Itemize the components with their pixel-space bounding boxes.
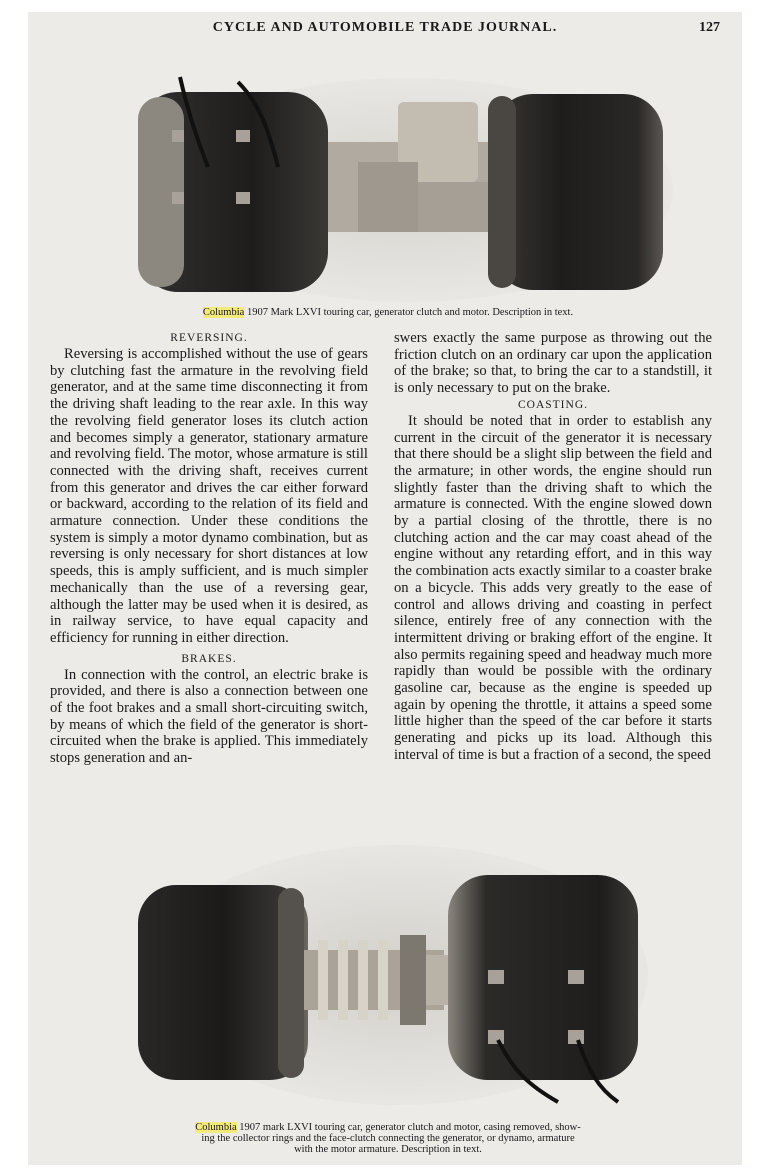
heading-brakes: BRAKES.	[181, 652, 237, 665]
paragraph-reversing: Reversing is accomplished without the use of gears by clutching fast the armature in the revolving field generator, and at the same time disconnecting it from the driving shaft leading to the rear axle. In this way the revolving field generator loses its clutch action and becomes simply a generator, stationary armature and revolving field. The motor, whose armature is still connected with the driving shaft, receives current from this generator and drives the car either forward or backward, according to the relation of its field and armature connection. Under these conditions the system is simply a motor dynamo combination, but as reversing is only necessary for short distances at low speeds, this is amply sufficient, and is much simpler mechanically than the use of a reversing gear, although the latter may be used when it is desired, as in railway service, to have equal capacity and efficiency for running in either direction.	[50, 346, 368, 646]
bottom-caption-text-1: 1907 mark LXVI touring car, generator clutch and motor, casing removed, show-	[236, 1122, 581, 1133]
top-caption-text: 1907 Mark LXVI touring car, generator clutch and motor. Description in text.	[244, 307, 574, 318]
paragraph-continued: swers exactly the same purpose as throwing out the friction clutch on an ordinary car upon the application of the brake; so that, to bring the car to a standstill, it is only necessary to put on the brake.	[394, 330, 712, 397]
left-column	[50, 330, 368, 767]
top-caption-highlight: Columbia	[202, 307, 245, 318]
bottom-caption-line-2: ing the collector rings and the face-clutch connecting the generator, or dynamo, armature	[201, 1133, 575, 1144]
bottom-caption-highlight: Columbia	[195, 1122, 237, 1133]
journal-page	[28, 12, 742, 1165]
bottom-caption-line-3: with the motor armature. Description in text.	[294, 1144, 482, 1155]
heading-coasting: COASTING.	[517, 398, 588, 411]
bottom-caption	[68, 1122, 708, 1155]
paragraph-brakes: In connection with the control, an electric brake is provided, and there is also a connection between one of the foot brakes and a small short-circuiting switch, by means of which the field of the generator is short-circuited when the brake is applied. This immediately stops generation and an-	[50, 666, 368, 767]
bottom-caption-line-1	[68, 1122, 708, 1133]
bottom-photograph	[128, 840, 648, 1110]
paragraph-coasting: It should be noted that in order to establish any current in the circuit of the generator it is necessary that there should be a slight slip between the field and the armature; in other words, the engine should run slightly faster than the driving shaft to which the armature is connected. With the engine slowed down by a partial closing of the throttle, there is no clutching action and the car may coast ahead of the engine without any retarding effort, and in this way the combination acts exactly similar to a coaster brake on a bicycle. This adds very greatly to the ease of control and allows driving and coasting in perfect silence, entirely free of any connection with the intermittent driving or braking effort of the engine. It also permits regaining speed and headway much more rapidly than would be possible with the ordinary gasoline car, because as the engine is speeded up again by opening the throttle, it attains a speed some little higher than the speed of the car before it starts generating and picks up its load. Although this interval of time is but a fraction of a second, the speed	[394, 412, 712, 763]
page-number: 127	[699, 20, 720, 35]
top-photograph	[118, 72, 678, 304]
journal-title: CYCLE AND AUTOMOBILE TRADE JOURNAL.	[212, 20, 558, 35]
right-column	[394, 330, 712, 764]
heading-reversing: REVERSING.	[170, 332, 248, 344]
running-head	[28, 20, 742, 42]
top-caption	[68, 307, 708, 318]
